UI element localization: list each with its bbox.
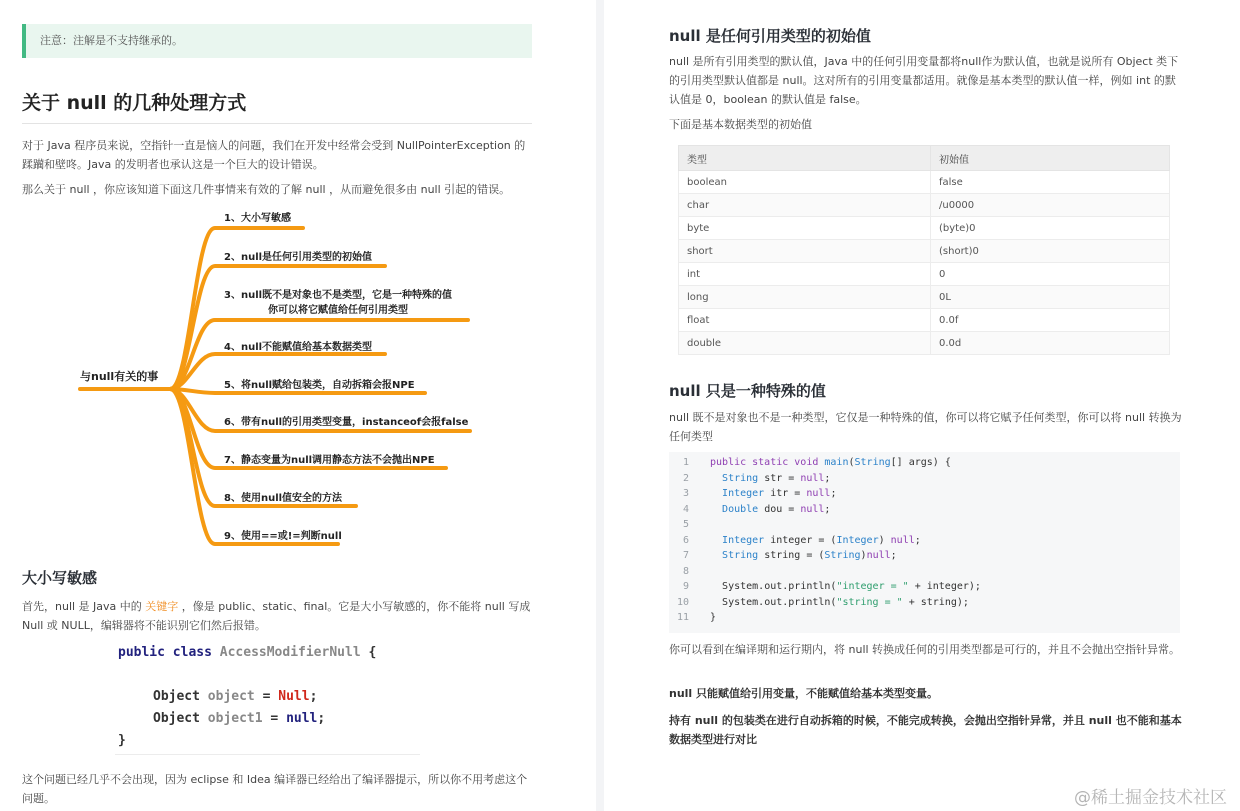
code-eq-1: = [262, 689, 271, 704]
code-kw-class: class [172, 645, 212, 660]
code-type-2: Object [153, 711, 200, 726]
code-line-number: 10 [676, 596, 689, 608]
table-header-value: 初始值 [931, 146, 1170, 171]
code-line-number: 8 [682, 565, 689, 577]
code-keyword: public static void [710, 457, 825, 468]
code-line-text [710, 550, 897, 561]
code-text: string = ( [758, 550, 825, 561]
code-line-number: 3 [682, 488, 689, 499]
code-text: System.out.println( [722, 596, 837, 608]
primitive-defaults-table [678, 145, 1170, 355]
code-text: itr = [764, 488, 807, 499]
code-text: ( [848, 457, 855, 468]
mindmap-item-5: 5、将null赋给包装类，自动拆箱会报NPE [224, 380, 415, 391]
code-eq-2: = [270, 711, 279, 726]
code-line-text [710, 612, 716, 623]
p3-after: ，像是 public、static、final。它是大小写敏感的，你不能将 null 写成 Null 或 NULL，编辑器将不能识别它们然后报错。 [22, 600, 531, 632]
left-page [0, 0, 596, 811]
keyword-link[interactable]: 关键字 [145, 600, 179, 613]
code-line-number: 7 [682, 550, 689, 561]
code-line-text [710, 457, 951, 468]
code-line-number: 1 [682, 457, 689, 468]
code-indent [710, 473, 722, 484]
code-class-name: AccessModifierNull [219, 645, 361, 660]
code-string: "string = " [836, 596, 903, 608]
table-row [679, 217, 1170, 240]
table-row [679, 194, 1170, 217]
table-row [679, 240, 1170, 263]
section-title-null-handling: 关于 null 的几种处理方式 [22, 92, 247, 114]
code-line [669, 457, 951, 468]
code-line-object1 [153, 711, 325, 726]
mindmap-item-8: 8、使用null值安全的方法 [224, 493, 343, 504]
mindmap-item-1: 1、大小写敏感 [224, 213, 291, 224]
table-cell: short [679, 240, 931, 263]
code-line [669, 612, 716, 623]
code-line [669, 519, 710, 530]
code-text: ; [824, 472, 831, 484]
code-type: String [722, 472, 759, 484]
right-page [604, 0, 1240, 811]
code-text: str = [758, 472, 801, 484]
code-block [669, 452, 1180, 633]
code-text: } [710, 612, 717, 623]
table-cell: (short)0 [931, 240, 1170, 263]
code-keyword: null [890, 534, 915, 546]
code-semi-2: ; [317, 711, 326, 726]
code-var-2: object1 [207, 711, 263, 726]
code-text: [] args) { [890, 457, 951, 468]
code-type-1: Object [153, 689, 200, 704]
table-row [679, 171, 1170, 194]
code-line-number: 9 [682, 581, 689, 592]
code-text: ; [830, 488, 837, 499]
code-line-class [118, 645, 376, 660]
code-line-number: 6 [682, 534, 689, 546]
code-indent [710, 550, 722, 561]
code-line [669, 550, 897, 561]
table-cell: boolean [679, 171, 931, 194]
code-text: ; [890, 550, 897, 561]
code-val-Null: Null [278, 689, 310, 704]
table-cell: (byte)0 [931, 217, 1170, 240]
watermark: @稀土掘金技术社区 [1074, 788, 1227, 808]
special-value-paragraph: null 既不是对象也不是一种类型，它仅是一种特殊的值，你可以将它赋予任何类型，你可以将 null 转换为任何类型 [669, 411, 1182, 443]
table-cell: double [679, 332, 931, 355]
table-cell: /u0000 [931, 194, 1170, 217]
ide-hint-paragraph: 这个问题已经几乎不会出现，因为 eclipse 和 Idea 编译器已经给出了编译器提示，所以你不用考虑这个问题。 [22, 773, 528, 805]
table-header-row [679, 146, 1170, 171]
intro-paragraph: 对于 Java 程序员来说，空指针一直是恼人的问题，我们在开发中经常会受到 NullPointerException 的蹂躏和壁咚。Java 的发明者也承认这是一个巨大的设计错误。 [22, 139, 526, 171]
code-line-text [710, 597, 969, 608]
code-type: String [722, 550, 759, 561]
table-row [679, 263, 1170, 286]
code-type: String [854, 457, 891, 468]
code-kw-public: public [118, 645, 165, 660]
code-line-number: 2 [682, 472, 689, 484]
table-cell: char [679, 194, 931, 217]
code-line [669, 488, 836, 499]
code-divider [115, 754, 420, 755]
code-line [669, 504, 830, 515]
table-header-type: 类型 [679, 146, 931, 171]
code-keyword: null [806, 488, 831, 499]
code-string: "integer = " [836, 581, 909, 592]
table-cell: long [679, 286, 931, 309]
table-intro: 下面是基本数据类型的初始值 [669, 118, 812, 131]
reference-only-note: null 只能赋值给引用变量，不能赋值给基本类型变量。 [669, 687, 939, 700]
code-indent [710, 504, 722, 515]
title-divider [22, 123, 532, 124]
code-semi-1: ; [309, 689, 318, 704]
code-line [669, 473, 830, 484]
code-line [669, 566, 710, 577]
table-row [679, 286, 1170, 309]
cast-result-paragraph: 你可以看到在编译期和运行期内，将 null 转换成任何的引用类型都是可行的，并且不会抛出空指针异常。 [669, 643, 1181, 656]
initial-value-heading: null 是任何引用类型的初始值 [669, 27, 871, 45]
table-cell: 0L [931, 286, 1170, 309]
code-line-number: 11 [676, 612, 689, 623]
code-indent [710, 597, 722, 608]
table-row [679, 332, 1170, 355]
mindmap-item-4: 4、null不能赋值给基本数据类型 [224, 342, 373, 353]
code-indent [710, 488, 722, 499]
code-val-null: null [286, 711, 318, 726]
table-cell: int [679, 263, 931, 286]
code-keyword: null [800, 503, 825, 515]
code-line-number: 5 [682, 519, 689, 530]
mindmap-item-2: 2、null是任何引用类型的初始值 [224, 252, 373, 263]
code-line-text [710, 535, 921, 546]
code-text: ; [914, 534, 921, 546]
code-type: Double [722, 503, 759, 515]
unboxing-note: 持有 null 的包装类在进行自动拆箱的时候，不能完成转换，会抛出空指针异常，并且 null 也不能和基本数据类型进行对比 [669, 714, 1182, 746]
mindmap-item-3: 3、null既不是对象也不是类型，它是一种特殊的值 [224, 290, 453, 301]
code-text: ; [824, 503, 831, 515]
p3-before: 首先，null 是 Java 中的 [22, 600, 142, 613]
code-brace-open: { [368, 645, 377, 660]
table-cell: false [931, 171, 1170, 194]
code-var-1: object [207, 689, 255, 704]
code-line-number: 4 [682, 503, 689, 515]
code-text: System.out.println( [722, 581, 837, 592]
mindmap-item-9: 9、使用==或!=判断null [224, 531, 342, 542]
code-line [669, 581, 981, 592]
table-cell: 0.0f [931, 309, 1170, 332]
table-row [679, 309, 1170, 332]
code-line-text [710, 504, 830, 515]
special-value-heading: null 只是一种特殊的值 [669, 382, 826, 400]
initial-value-paragraph: null 是所有引用类型的默认值，Java 中的任何引用变量都将null作为默认值，也就是说所有 Object 类下的引用类型默认值都是 null。这对所有的引用变量都适用。就像是基本类型的默认值一样，例如 int 的默认值是 0，boolean 的默认值是 false。 [669, 55, 1179, 106]
table-cell: float [679, 309, 931, 332]
mindmap-center-label: 与null有关的事 [80, 370, 159, 383]
mindmap-item-7: 7、静态变量为null调用静态方法不会抛出NPE [224, 455, 435, 466]
code-text: ) [878, 534, 891, 546]
code-type: Integer [722, 488, 765, 499]
code-keyword: null [866, 550, 891, 561]
code-type: Integer [836, 534, 879, 546]
code-indent [710, 581, 722, 592]
code-text: + integer); [908, 581, 981, 592]
code-brace-close: } [118, 733, 126, 748]
mindmap-item-3-cont: 你可以将它赋值给任何引用类型 [268, 305, 408, 316]
code-type: Integer [722, 534, 765, 546]
code-text: dou = [758, 503, 801, 515]
case-sensitive-paragraph [22, 597, 532, 635]
table-cell: 0.0d [931, 332, 1170, 355]
code-line [669, 597, 969, 608]
code-keyword: null [800, 472, 825, 484]
code-type: String [824, 550, 861, 561]
code-text: + string); [902, 596, 969, 608]
table-cell: byte [679, 217, 931, 240]
intro-paragraph-2: 那么关于 null ，你应该知道下面这几件事情来有效的了解 null ，从而避免很多由 null 引起的错误。 [22, 183, 511, 196]
case-sensitive-heading: 大小写敏感 [22, 569, 98, 587]
code-line-object [153, 689, 317, 704]
code-line [669, 535, 921, 546]
mindmap-item-6: 6、带有null的引用类型变量，instanceof会报false [224, 417, 469, 428]
code-indent [710, 535, 722, 546]
code-text: ) [860, 550, 867, 561]
code-line-text [710, 473, 830, 484]
code-line-text [710, 581, 981, 592]
code-text: integer = ( [764, 534, 837, 546]
table-cell: 0 [931, 263, 1170, 286]
code-line-text [710, 488, 836, 499]
code-type: main [824, 457, 849, 468]
note-callout: 注意：注解是不支持继承的。 [22, 24, 532, 58]
